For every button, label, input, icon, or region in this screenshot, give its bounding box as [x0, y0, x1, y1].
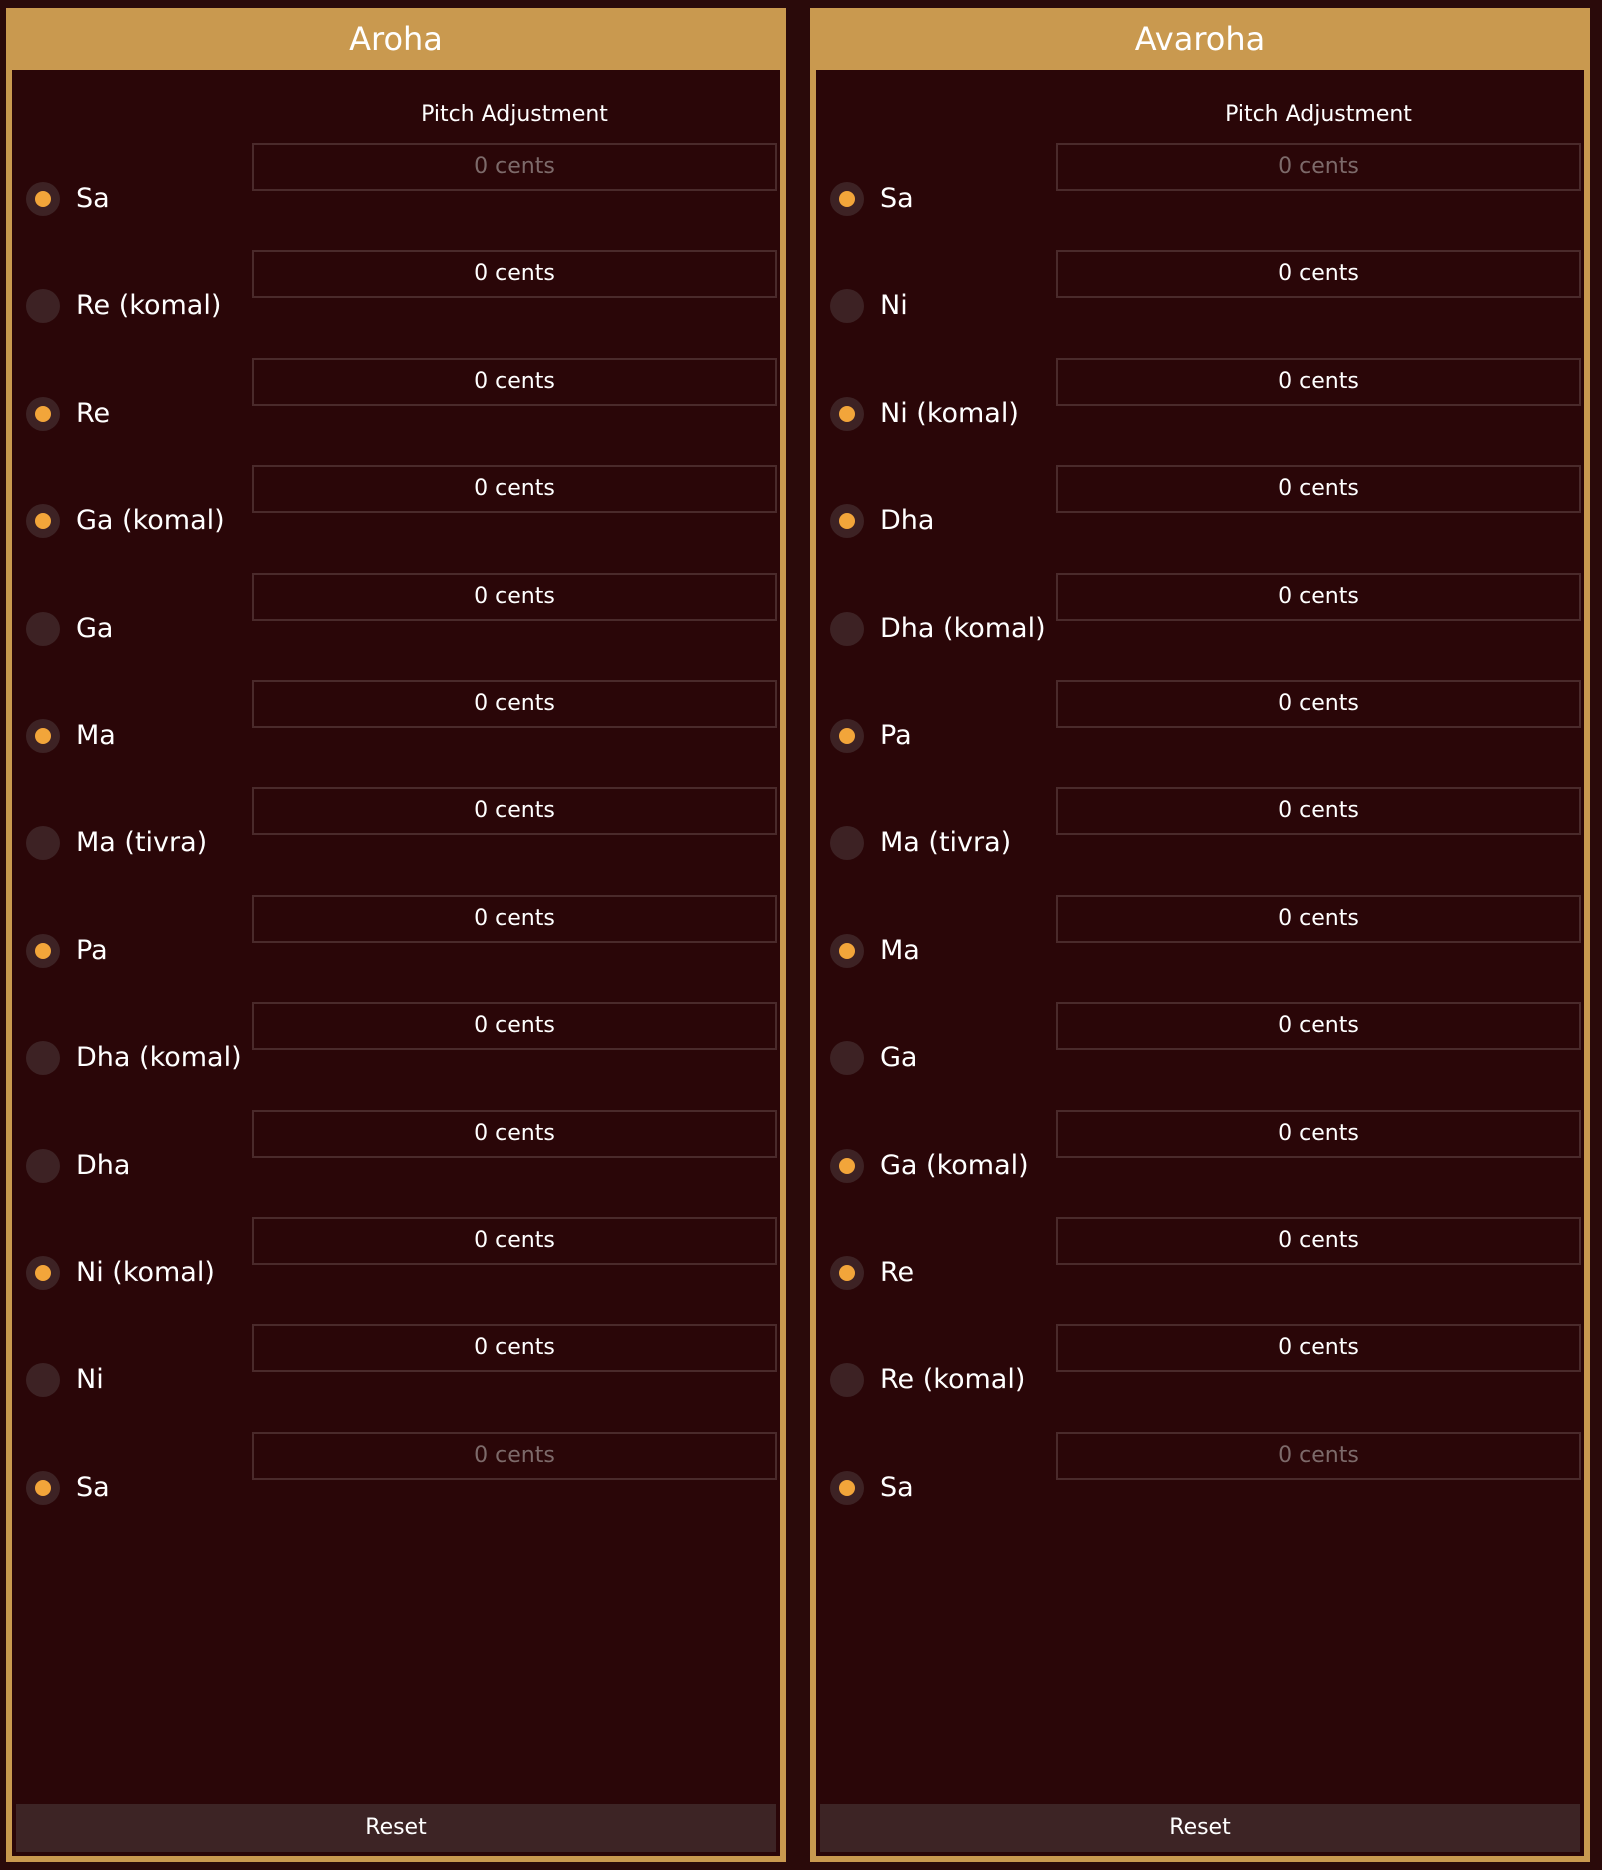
cents-input[interactable]: 0 cents	[1056, 250, 1581, 298]
cents-input[interactable]: 0 cents	[1056, 1324, 1581, 1372]
note-label: Ni	[76, 1364, 104, 1396]
note-label: Pa	[76, 934, 108, 966]
note-row	[12, 787, 780, 897]
aroha-reset-button[interactable]: Reset	[16, 1804, 776, 1852]
note-label: Ga (komal)	[76, 505, 225, 537]
avaroha-pitch-heading: Pitch Adjustment	[1225, 102, 1412, 127]
note-toggle-radio[interactable]	[830, 289, 864, 323]
note-label: Sa	[880, 1471, 914, 1503]
note-toggle-radio[interactable]	[830, 1149, 864, 1183]
note-toggle-radio[interactable]	[830, 719, 864, 753]
cents-input[interactable]: 0 cents	[252, 250, 777, 298]
note-label: Ga	[880, 1042, 918, 1074]
note-toggle-radio[interactable]	[26, 719, 60, 753]
note-row	[816, 573, 1584, 683]
note-row	[12, 465, 780, 575]
note-row	[12, 573, 780, 683]
note-label: Dha	[76, 1149, 131, 1181]
cents-input[interactable]: 0 cents	[1056, 1110, 1581, 1158]
note-row	[816, 465, 1584, 575]
note-row	[12, 1110, 780, 1220]
note-toggle-radio[interactable]	[830, 397, 864, 431]
note-toggle-radio[interactable]	[26, 612, 60, 646]
note-row	[12, 143, 780, 253]
note-row	[816, 1110, 1584, 1220]
aroha-pitch-heading: Pitch Adjustment	[421, 102, 608, 127]
note-toggle-radio[interactable]	[26, 1149, 60, 1183]
cents-input[interactable]: 0 cents	[252, 143, 777, 191]
cents-input[interactable]: 0 cents	[1056, 465, 1581, 513]
note-toggle-radio[interactable]	[830, 612, 864, 646]
note-toggle-radio[interactable]	[26, 504, 60, 538]
note-row	[816, 1217, 1584, 1327]
note-row	[816, 358, 1584, 468]
note-label: Pa	[880, 720, 912, 751]
note-toggle-radio[interactable]	[26, 182, 60, 216]
note-row	[12, 1002, 780, 1112]
note-row	[12, 358, 780, 468]
cents-input[interactable]: 0 cents	[1056, 143, 1581, 191]
note-label: Ni (komal)	[880, 397, 1019, 429]
note-toggle-radio[interactable]	[830, 1256, 864, 1290]
note-toggle-radio[interactable]	[26, 397, 60, 431]
note-row	[12, 895, 780, 1005]
cents-input[interactable]: 0 cents	[252, 1002, 777, 1050]
note-toggle-radio[interactable]	[26, 1471, 60, 1505]
cents-input[interactable]: 0 cents	[252, 680, 777, 728]
cents-input[interactable]: 0 cents	[252, 573, 777, 621]
avaroha-title: Avaroha	[816, 8, 1584, 70]
note-toggle-radio[interactable]	[26, 1256, 60, 1290]
cents-input[interactable]: 0 cents	[252, 1217, 777, 1265]
note-label: Ni (komal)	[76, 1257, 215, 1288]
note-row	[816, 787, 1584, 897]
cents-input[interactable]: 0 cents	[1056, 680, 1581, 728]
avaroha-reset-button[interactable]: Reset	[820, 1804, 1580, 1852]
note-label: Sa	[76, 1471, 110, 1503]
cents-input[interactable]: 0 cents	[252, 1110, 777, 1158]
note-toggle-radio[interactable]	[26, 934, 60, 968]
note-row	[12, 1217, 780, 1327]
note-row	[816, 1002, 1584, 1112]
note-row	[816, 680, 1584, 790]
note-label: Ma (tivra)	[76, 827, 208, 859]
note-row	[816, 895, 1584, 1005]
cents-input[interactable]: 0 cents	[1056, 573, 1581, 621]
cents-input[interactable]: 0 cents	[1056, 1432, 1581, 1480]
note-label: Ma (tivra)	[880, 827, 1012, 859]
note-label: Sa	[76, 183, 110, 214]
cents-input[interactable]: 0 cents	[252, 465, 777, 513]
note-toggle-radio[interactable]	[830, 1363, 864, 1397]
avaroha-panel	[810, 8, 1590, 1862]
note-label: Ga (komal)	[880, 1149, 1029, 1181]
note-row	[816, 1324, 1584, 1434]
cents-input[interactable]: 0 cents	[252, 358, 777, 406]
note-label: Dha	[880, 505, 935, 537]
note-label: Dha (komal)	[880, 612, 1046, 644]
cents-input[interactable]: 0 cents	[252, 1324, 777, 1372]
note-toggle-radio[interactable]	[26, 289, 60, 323]
cents-input[interactable]: 0 cents	[1056, 787, 1581, 835]
note-label: Re	[880, 1257, 915, 1288]
note-row	[12, 1432, 780, 1542]
note-toggle-radio[interactable]	[830, 934, 864, 968]
note-label: Re (komal)	[880, 1364, 1026, 1396]
note-toggle-radio[interactable]	[830, 1041, 864, 1075]
cents-input[interactable]: 0 cents	[1056, 895, 1581, 943]
note-toggle-radio[interactable]	[830, 1471, 864, 1505]
cents-input[interactable]: 0 cents	[1056, 358, 1581, 406]
note-row	[12, 250, 780, 360]
note-label: Dha (komal)	[76, 1042, 242, 1074]
note-label: Ni	[880, 290, 908, 322]
note-label: Ma	[880, 934, 920, 966]
note-toggle-radio[interactable]	[26, 1363, 60, 1397]
cents-input[interactable]: 0 cents	[252, 895, 777, 943]
aroha-title: Aroha	[12, 8, 780, 70]
note-toggle-radio[interactable]	[830, 826, 864, 860]
note-label: Ga	[76, 612, 114, 644]
note-toggle-radio[interactable]	[830, 504, 864, 538]
note-toggle-radio[interactable]	[26, 1041, 60, 1075]
cents-input[interactable]: 0 cents	[1056, 1217, 1581, 1265]
cents-input[interactable]: 0 cents	[1056, 1002, 1581, 1050]
note-label: Re (komal)	[76, 290, 222, 322]
cents-input[interactable]: 0 cents	[252, 787, 777, 835]
cents-input[interactable]: 0 cents	[252, 1432, 777, 1480]
note-toggle-radio[interactable]	[830, 182, 864, 216]
note-toggle-radio[interactable]	[26, 826, 60, 860]
note-label: Re	[76, 397, 111, 429]
note-label: Sa	[880, 183, 914, 214]
note-row	[816, 1432, 1584, 1542]
aroha-panel	[6, 8, 786, 1862]
note-row	[12, 1324, 780, 1434]
note-row	[816, 143, 1584, 253]
note-row	[12, 680, 780, 790]
note-label: Ma	[76, 720, 116, 751]
note-row	[816, 250, 1584, 360]
